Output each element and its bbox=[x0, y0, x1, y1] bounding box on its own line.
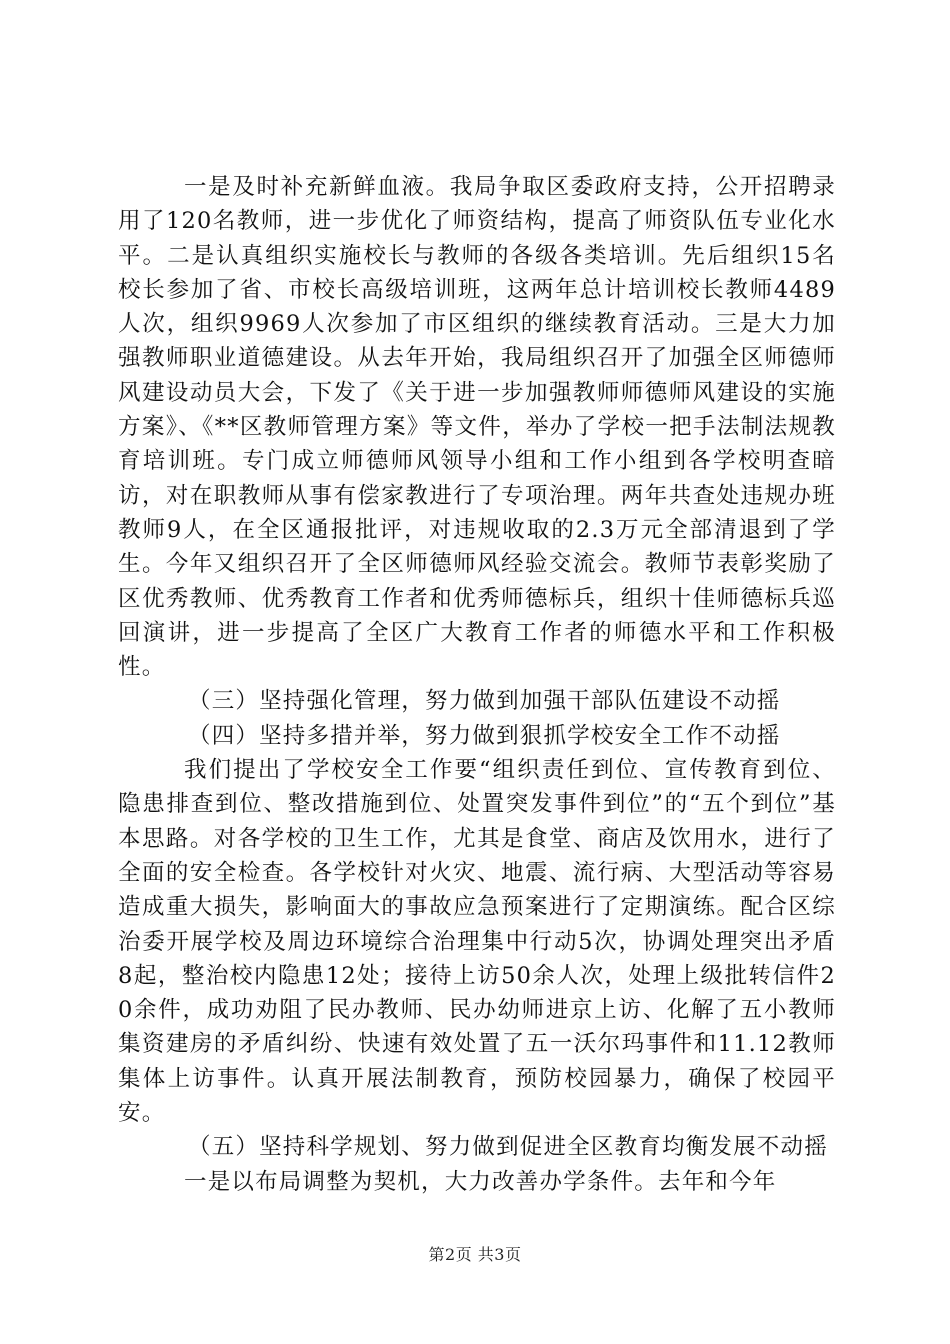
heading-section-3: （三）坚持强化管理，努力做到加强干部队伍建设不动摇 bbox=[188, 688, 781, 715]
paragraph-school-safety: 我们提出了学校安全工作要“组织责任到位、宣传教育到位、隐患排查到位、整改措施到位、处置突发事件到位”的“五个到位”基本思路。对各学校的卫生工作，尤其是食堂、商店及饮用水，进行了全面的安全检查。各学校针对火灾、地震、流行病、大型活动等容易造成重大损失，影响面大的事故应急预案进行了定期演练。配合区综治委开展学校及周边环境综合治理集中行动5次，协调处理突出矛盾8起，整治校内隐患12处；接待上访50余人次，处理上级批转信件20余件，成功劝阻了民办教师、民办幼师进京上访、化解了五小教师集资建房的矛盾纠纷、快速有效处置了五一沃尔玛事件和11.12教师集体上访事件。认真开展法制教育，预防校园暴力，确保了校园平安。 bbox=[118, 757, 836, 1127]
paragraph-teacher-training: 一是及时补充新鲜血液。我局争取区委政府支持，公开招聘录用了120名教师，进一步优化了师资结构，提高了师资队伍专业化水平。二是认真组织实施校长与教师的各级各类培训。先后组织15名校长参加了省、市校长高级培训班，这两年总计培训校长教师4489人次，组织9969人次参加了市区组织的继续教育活动。三是大力加强教师职业道德建设。从去年开始，我局组织召开了加强全区师德师风建设动员大会，下发了《关于进一步加强教师师德师风建设的实施方案》、《**区教师管理方案》等文件，举办了学校一把手法制法规教育培训班。专门成立师德师风领导小组和工作小组到各学校明查暗访，对在职教师从事有偿家教进行了专项治理。两年共查处违规办班教师9人，在全区通报批评，对违规收取的2.3万元全部清退到了学生。今年又组织召开了全区师德师风经验交流会。教师节表彰奖励了区优秀教师、优秀教育工作者和优秀师德标兵，组织十佳师德标兵巡回演讲，进一步提高了全区广大教育工作者的师德水平和工作积极性。 bbox=[118, 174, 836, 681]
document-body bbox=[118, 170, 836, 1199]
heading-section-4: （四）坚持多措并举，努力做到狠抓学校安全工作不动摇 bbox=[188, 722, 781, 749]
paragraph-layout-adjustment: 一是以布局调整为契机，大力改善办学条件。去年和今年 bbox=[184, 1168, 777, 1195]
page-footer: 第2页 共3页 bbox=[428, 1245, 522, 1264]
heading-section-5: （五）坚持科学规划、努力做到促进全区教育均衡发展不动摇 bbox=[188, 1134, 828, 1161]
